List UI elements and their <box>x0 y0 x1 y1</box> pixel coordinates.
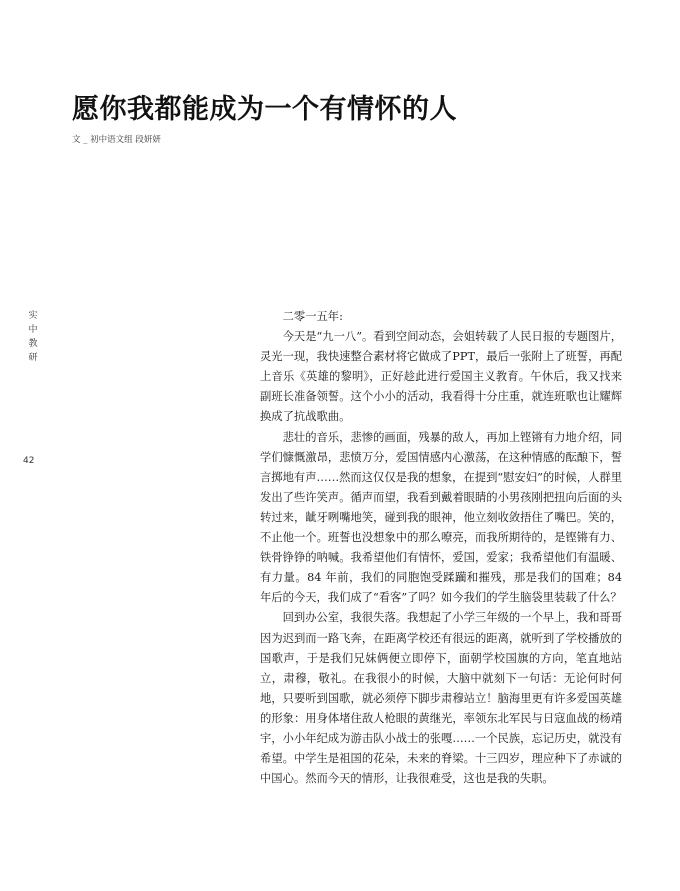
article-title: 愿你我都能成为一个有情怀的人 <box>72 94 457 126</box>
section-heading: 二零一五年: <box>282 310 343 323</box>
side-label-char: 实 <box>28 311 38 321</box>
article-body <box>260 307 622 789</box>
article-paragraph: 今天是“九一八”。看到空间动态，会姐转载了人民日报的专题图片，灵光一现，我快速整合素材将它做成了PPT，最后一张附上了班誓，再配上音乐《英雄的黎明》，正好趁此进行爱国主义教育。午休后，我又找来副班长准备领誓。这个小小的活动，我看得十分庄重，就连班歌也让耀辉换成了抗战歌曲。 <box>260 330 622 424</box>
side-label-char: 教 <box>28 339 38 349</box>
article-paragraph: 悲壮的音乐，悲惨的画面，残暴的敌人，再加上铿锵有力地介绍，同学们慷慨激昂，悲愤万分，爱国情感内心激荡，在这种情感的酝酿下，誓言掷地有声……然而这仅仅是我的想象，在提到“慰安妇”的时候，人群里发出了些许笑声。循声而望，我看到戴着眼睛的小男孩刚把扭向后面的头转过来，龇牙咧嘴地笑，碰到我的眼神，他立刻收敛捂住了嘴巴。笑的，不止他一个。班誓也没想象中的那么嘹亮，而我所期待的，是铿锵有力、铁骨铮铮的呐喊。我希望他们有情怀，爱国，爱家；我希望他们有温暖、有力量。84 年前，我们的同胞饱受蹂躏和摧残，那是我们的国难；84 年后的今天，我们成了“看客”了吗？如今我们的学生脑袋里装载了什么？ <box>260 430 622 605</box>
article-paragraph: 回到办公室，我很失落。我想起了小学三年级的一个早上，我和哥哥因为迟到而一路飞奔，在距离学校还有很远的距离，就听到了学校播放的国歌声，于是我们兄妹俩便立即停下，面朝学校国旗的方向，笔直地站立，肃穆，敬礼。在我很小的时候，大脑中就刻下一句话：无论何时何地，只要听到国歌，就必须停下脚步肃穆站立！脑海里更有许多爱国英雄的形象：用身体堵住敌人枪眼的黄继光，率领东北军民与日寇血战的杨靖宇，小小年纪成为游击队小战士的张嘎……一个民族，忘记历史，就没有希望。中学生是祖国的花朵，未来的脊梁。十三四岁，理应种下了赤诚的中国心。然而今天的情形，让我很难受，这也是我的失职。 <box>260 611 622 786</box>
page-number: 42 <box>23 456 35 466</box>
journal-side-label <box>26 309 40 365</box>
author-byline: 文 _ 初中语文组 段妍妍 <box>72 135 161 145</box>
side-label-char: 研 <box>28 353 38 363</box>
side-label-char: 中 <box>28 325 38 335</box>
